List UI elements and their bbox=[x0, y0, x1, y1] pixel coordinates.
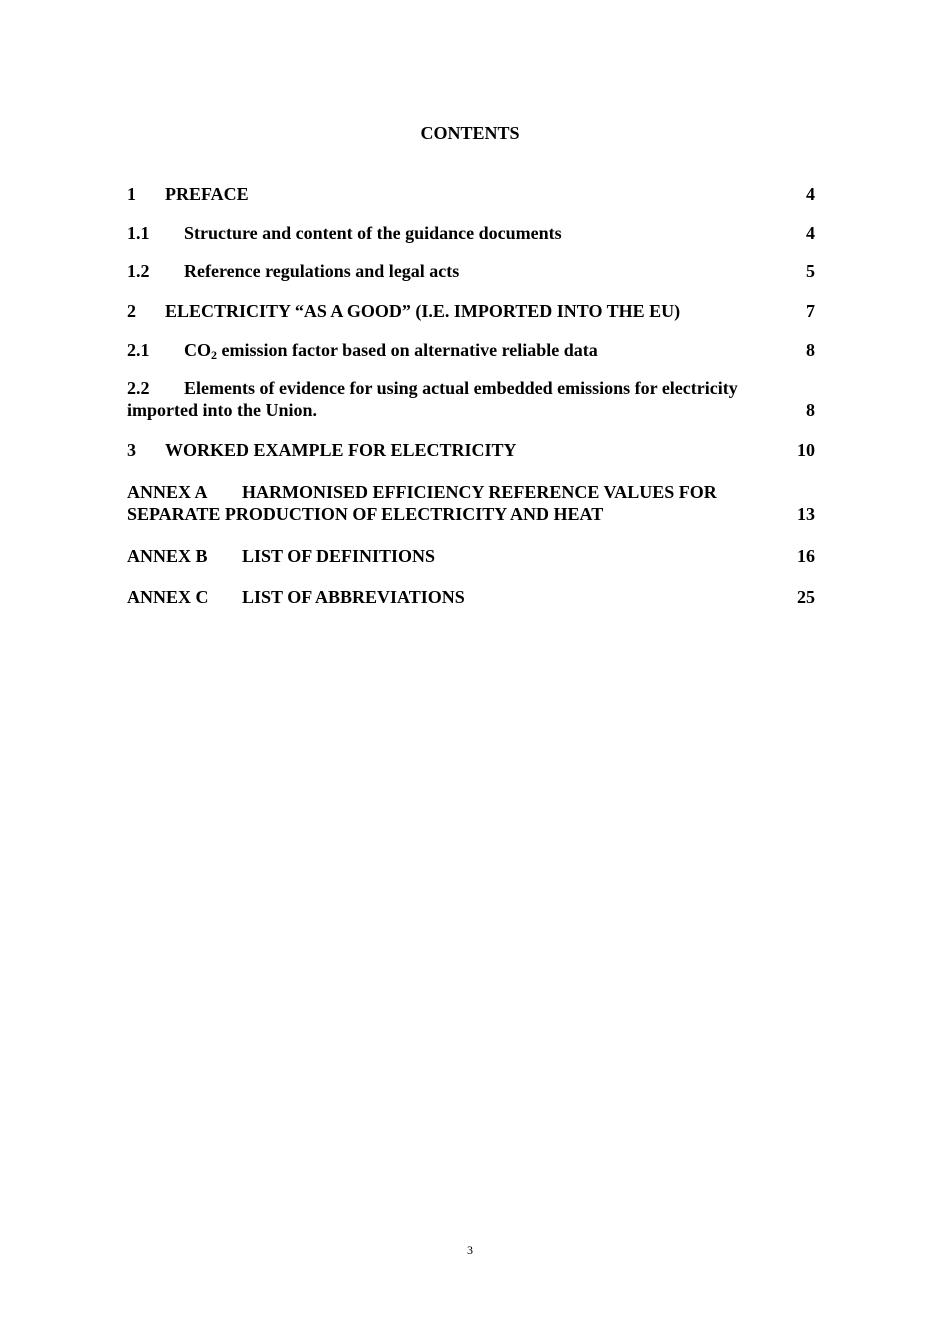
toc-entry-page: 25 bbox=[797, 587, 815, 607]
toc-entry-label: ELECTRICITY “AS A GOOD” (I.E. IMPORTED INTO THE EU) bbox=[165, 301, 681, 321]
toc-entry-annex-a[interactable] bbox=[127, 481, 815, 525]
toc-entry-page: 4 bbox=[806, 223, 815, 243]
toc-entry-label: WORKED EXAMPLE FOR ELECTRICITY bbox=[165, 440, 517, 460]
toc-entry-page: 10 bbox=[797, 440, 815, 460]
toc-entry-1-1[interactable] bbox=[127, 222, 815, 244]
toc-entry-number: 2.2 bbox=[127, 378, 150, 398]
toc-entry-number: 1.1 bbox=[127, 223, 150, 243]
toc-entry-3[interactable] bbox=[127, 439, 815, 461]
toc-entry-label-subscript: 2 bbox=[211, 348, 217, 362]
toc-entry-label: LIST OF DEFINITIONS bbox=[242, 546, 436, 566]
toc-entry-page: 4 bbox=[806, 184, 815, 204]
toc-entry-2-1[interactable] bbox=[127, 339, 815, 363]
toc-entry-1-2[interactable] bbox=[127, 260, 815, 282]
toc-entry-label-line2: imported into the Union. bbox=[127, 400, 318, 420]
toc-entry-number: 2 bbox=[127, 301, 136, 321]
toc-entry-number: 3 bbox=[127, 440, 136, 460]
toc-entry-page: 8 bbox=[806, 400, 815, 420]
toc-entry-label: Structure and content of the guidance documents bbox=[184, 223, 562, 243]
toc-entry-label-prefix: CO bbox=[184, 340, 211, 360]
toc-entry-number: 1 bbox=[127, 184, 136, 204]
toc-entry-1[interactable] bbox=[127, 183, 815, 205]
toc-entry-label-rest: emission factor based on alternative reliable data bbox=[217, 340, 598, 360]
toc-entry-label-line1: HARMONISED EFFICIENCY REFERENCE VALUES FOR bbox=[242, 482, 717, 502]
toc-entry-number: ANNEX C bbox=[127, 587, 209, 607]
toc-entry-2-2[interactable] bbox=[127, 377, 815, 421]
toc-entry-label: PREFACE bbox=[165, 184, 249, 204]
page-number: 3 bbox=[467, 1243, 473, 1257]
toc-entry-label: Reference regulations and legal acts bbox=[184, 261, 460, 281]
toc-entry-label: LIST OF ABBREVIATIONS bbox=[242, 587, 465, 607]
toc-entry-annex-c[interactable] bbox=[127, 586, 815, 608]
toc-entry-label-line1: Elements of evidence for using actual embedded emissions for electricity bbox=[184, 378, 738, 398]
toc-entry-2[interactable] bbox=[127, 300, 815, 322]
toc-entry-number: ANNEX B bbox=[127, 546, 208, 566]
toc-entry-page: 13 bbox=[797, 504, 815, 524]
page-title: CONTENTS bbox=[420, 123, 520, 143]
toc-entry-page: 8 bbox=[806, 340, 815, 360]
toc-entry-page: 16 bbox=[797, 546, 815, 566]
toc-entry-page: 7 bbox=[806, 301, 815, 321]
toc-entry-number: 1.2 bbox=[127, 261, 150, 281]
toc-entry-page: 5 bbox=[806, 261, 815, 281]
toc-entry-label-line2: SEPARATE PRODUCTION OF ELECTRICITY AND HEAT bbox=[127, 504, 604, 524]
toc-entry-number: ANNEX A bbox=[127, 482, 208, 502]
toc-entry-annex-b[interactable] bbox=[127, 545, 815, 567]
toc-entry-number: 2.1 bbox=[127, 340, 150, 360]
